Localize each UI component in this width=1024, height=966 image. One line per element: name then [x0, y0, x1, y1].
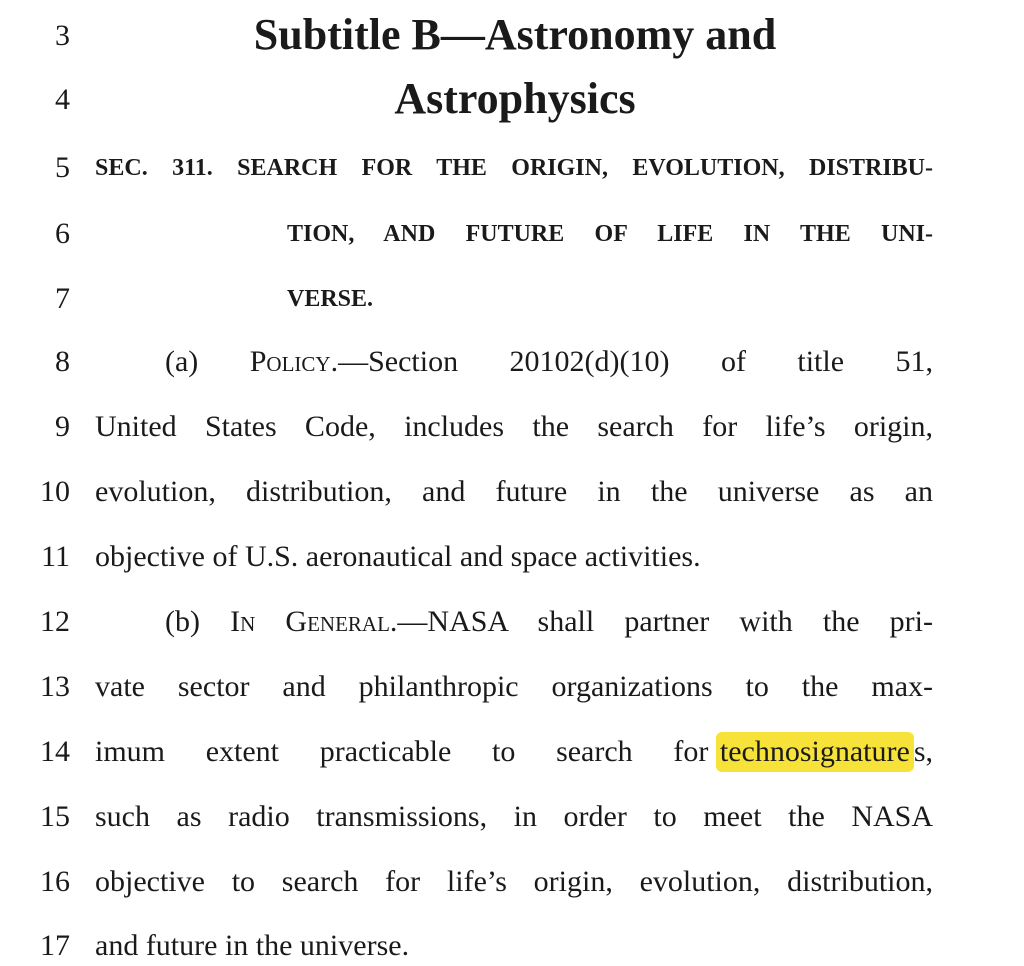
subtitle-heading-line2: Astrophysics [394, 74, 636, 123]
line-number: 11 [41, 540, 70, 573]
paragraph-a-line: objective of U.S. aeronautical and space activities. [95, 540, 701, 573]
line-number: 13 [40, 670, 70, 703]
paragraph-b-line: vate sector and philanthropic organizations to the max- [95, 670, 933, 703]
subtitle-heading-line1: Subtitle B—Astronomy and [253, 10, 777, 59]
paragraph-b-line [95, 732, 933, 772]
paragraph-a-line: United States Code, includes the search for life’s origin, [95, 410, 933, 443]
section-heading-line3: VERSE. [287, 286, 374, 312]
paragraph-b-label: (b) [165, 605, 231, 638]
line-number: 4 [55, 83, 70, 116]
line-number: 9 [55, 410, 70, 443]
line-number: 5 [55, 151, 70, 184]
section-heading-line1: SEC. 311. SEARCH FOR THE ORIGIN, EVOLUTION, DISTRIBU- [95, 155, 933, 181]
line-number: 17 [40, 929, 70, 962]
paragraph-b-text: s, [913, 735, 933, 768]
line-number: 8 [55, 345, 70, 378]
line-number: 6 [55, 217, 70, 250]
line-number: 14 [40, 735, 70, 768]
paragraph-b-text: imum extent practicable to search for [95, 735, 716, 768]
line-number: 12 [40, 605, 70, 638]
paragraph-b-heading: In General. [230, 605, 398, 638]
paragraph-b-line: and future in the universe. [95, 929, 410, 962]
line-number: 3 [55, 19, 70, 52]
section-heading-line2: TION, AND FUTURE OF LIFE IN THE UNI- [287, 221, 933, 247]
highlighted-word: technosignature [716, 732, 914, 772]
paragraph-a-text: —Section 20102(d)(10) of title 51, [338, 345, 933, 378]
paragraph-b-line [165, 602, 933, 642]
paragraph-a-line: evolution, distribution, and future in the universe as an [95, 475, 933, 508]
paragraph-a-heading: Policy. [249, 345, 339, 378]
paragraph-a-label: (a) [165, 345, 250, 378]
paragraph-a-line [165, 342, 933, 382]
line-number: 16 [40, 865, 70, 898]
line-number: 15 [40, 800, 70, 833]
paragraph-b-text: —NASA shall partner with the pri- [397, 605, 933, 638]
paragraph-b-line: objective to search for life’s origin, evolution, distribution, [95, 865, 933, 898]
line-number: 7 [55, 282, 70, 315]
line-number: 10 [40, 475, 70, 508]
paragraph-b-line: such as radio transmissions, in order to meet the NASA [95, 800, 933, 833]
